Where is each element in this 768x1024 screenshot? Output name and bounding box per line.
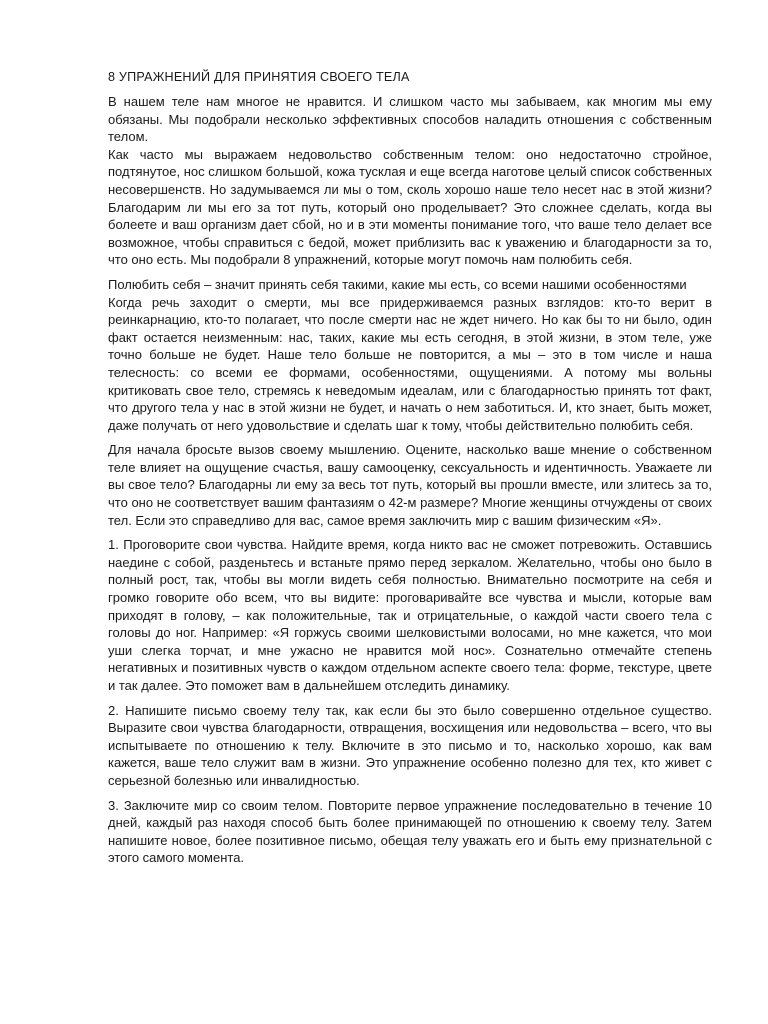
paragraph-love-yourself: Полюбить себя – значит принять себя такими, какие мы есть, со всеми нашими особенностями — [108, 276, 687, 292]
paragraph-death: Когда речь заходит о смерти, мы все придерживаемся разных взглядов: кто-то верит в реинкарнацию, кто-то полагает, что после смерти нас не ждет ничего. Но как бы то ни было, один факт остается неизменным: нас, таких, какие мы есть сегодня, в этой жизни, в этом теле, уже точно больше не будет. Наше тело больше не повторится, а мы – это в том числе и наша телесность: со всеми ее формами, особенностями, ощущениями. А потому мы вольны критиковать свое тело, стремясь к неведомым идеалам, или с благодарностью принять тот факт, что другого тела у нас в этой жизни не будет, и начать о нем заботиться. И, кто знает, быть может, даже получать от него удовольствие и сделать шаг к тому, чтобы действительно полюбить себя. — [108, 294, 712, 433]
paragraph-dissatisfaction: Как часто мы выражаем недовольство собственным телом: оно недостаточно стройное, подтянутое, нос слишком большой, кожа тусклая и еще всегда наготове целый список собственных несовершенств. Но задумываемся ли мы о том, сколь хорошо наше тело несет нас в этой жизни? Благодарим ли мы его за тот путь, который оно проделывает? Это сложнее сделать, когда вы болеете и ваш организм дает сбой, но и в эти моменты понимание того, что ваше тело делает все возможное, чтобы справиться с бедой, может приблизить вас к уважению и благодарности за то, что оно есть. Мы подобрали 8 упражнений, которые могут помочь нам полюбить себя. — [108, 146, 712, 268]
exercise-2: 2. Напишите письмо своему телу так, как если бы это было совершенно отдельное существо. Выразите свои чувства благодарности, отвращения, восхищения или недовольства – всего, что вы испытываете по отношению к телу. Включите в это письмо и то, насколько хорошо, как вам кажется, ваше тело служит вам в жизни. Это упражнение особенно полезно для тех, кто живет с серьезной болезнью или инвалидностью. — [108, 702, 712, 788]
paragraph-intro: В нашем теле нам многое не нравится. И слишком часто мы забываем, как многим мы ему обязаны. Мы подобрали несколько эффективных способов наладить отношения с собственным телом. — [108, 94, 712, 145]
document-page — [108, 68, 712, 874]
exercise-1: 1. Проговорите свои чувства. Найдите время, когда никто вас не сможет потревожить. Оставшись наедине с собой, разденьтесь и встаньте прямо перед зеркалом. Желательно, чтобы оно было в полный рост, так, чтобы вы могли видеть себя полностью. Внимательно посмотрите на себя и громко говорите обо всем, что вы видите: проговаривайте все чувства и мысли, которые вам приходят в голову, – как положительные, так и отрицательные, о каждой части своего тела с головы до ног. Например: «Я горжусь своими шелковистыми волосами, но мне кажется, что мои уши слегка торчат, и мне ужасно не нравится мой нос». Сознательно отмечайте степень негативных и позитивных чувств о каждом отдельном аспекте своего тела: форме, текстуре, цвете и так далее. Это поможет вам в дальнейшем отследить динамику. — [108, 537, 712, 693]
exercise-3: 3. Заключите мир со своим телом. Повторите первое упражнение последовательно в течение 10 дней, каждый раз находя способ быть более принимающей по отношению к своему телу. Затем напишите новое, более позитивное письмо, обещая телу уважать его и быть ему признательной с этого самого момента. — [108, 797, 712, 866]
paragraph-challenge: Для начала бросьте вызов своему мышлению. Оцените, насколько ваше мнение о собственном теле влияет на ощущение счастья, вашу самооценку, сексуальность и идентичность. Уважаете ли вы свое тело? Благодарны ли ему за весь тот путь, который вы прошли вместе, или злитесь за то, что оно не соответствует вашим фантазиям о 42-м размере? Многие женщины отчуждены от своих тел. Если это справедливо для вас, самое время заключить мир с вашим физическим «Я». — [108, 442, 712, 528]
document-title: 8 УПРАЖНЕНИЙ ДЛЯ ПРИНЯТИЯ СВОЕГО ТЕЛА — [108, 70, 410, 84]
